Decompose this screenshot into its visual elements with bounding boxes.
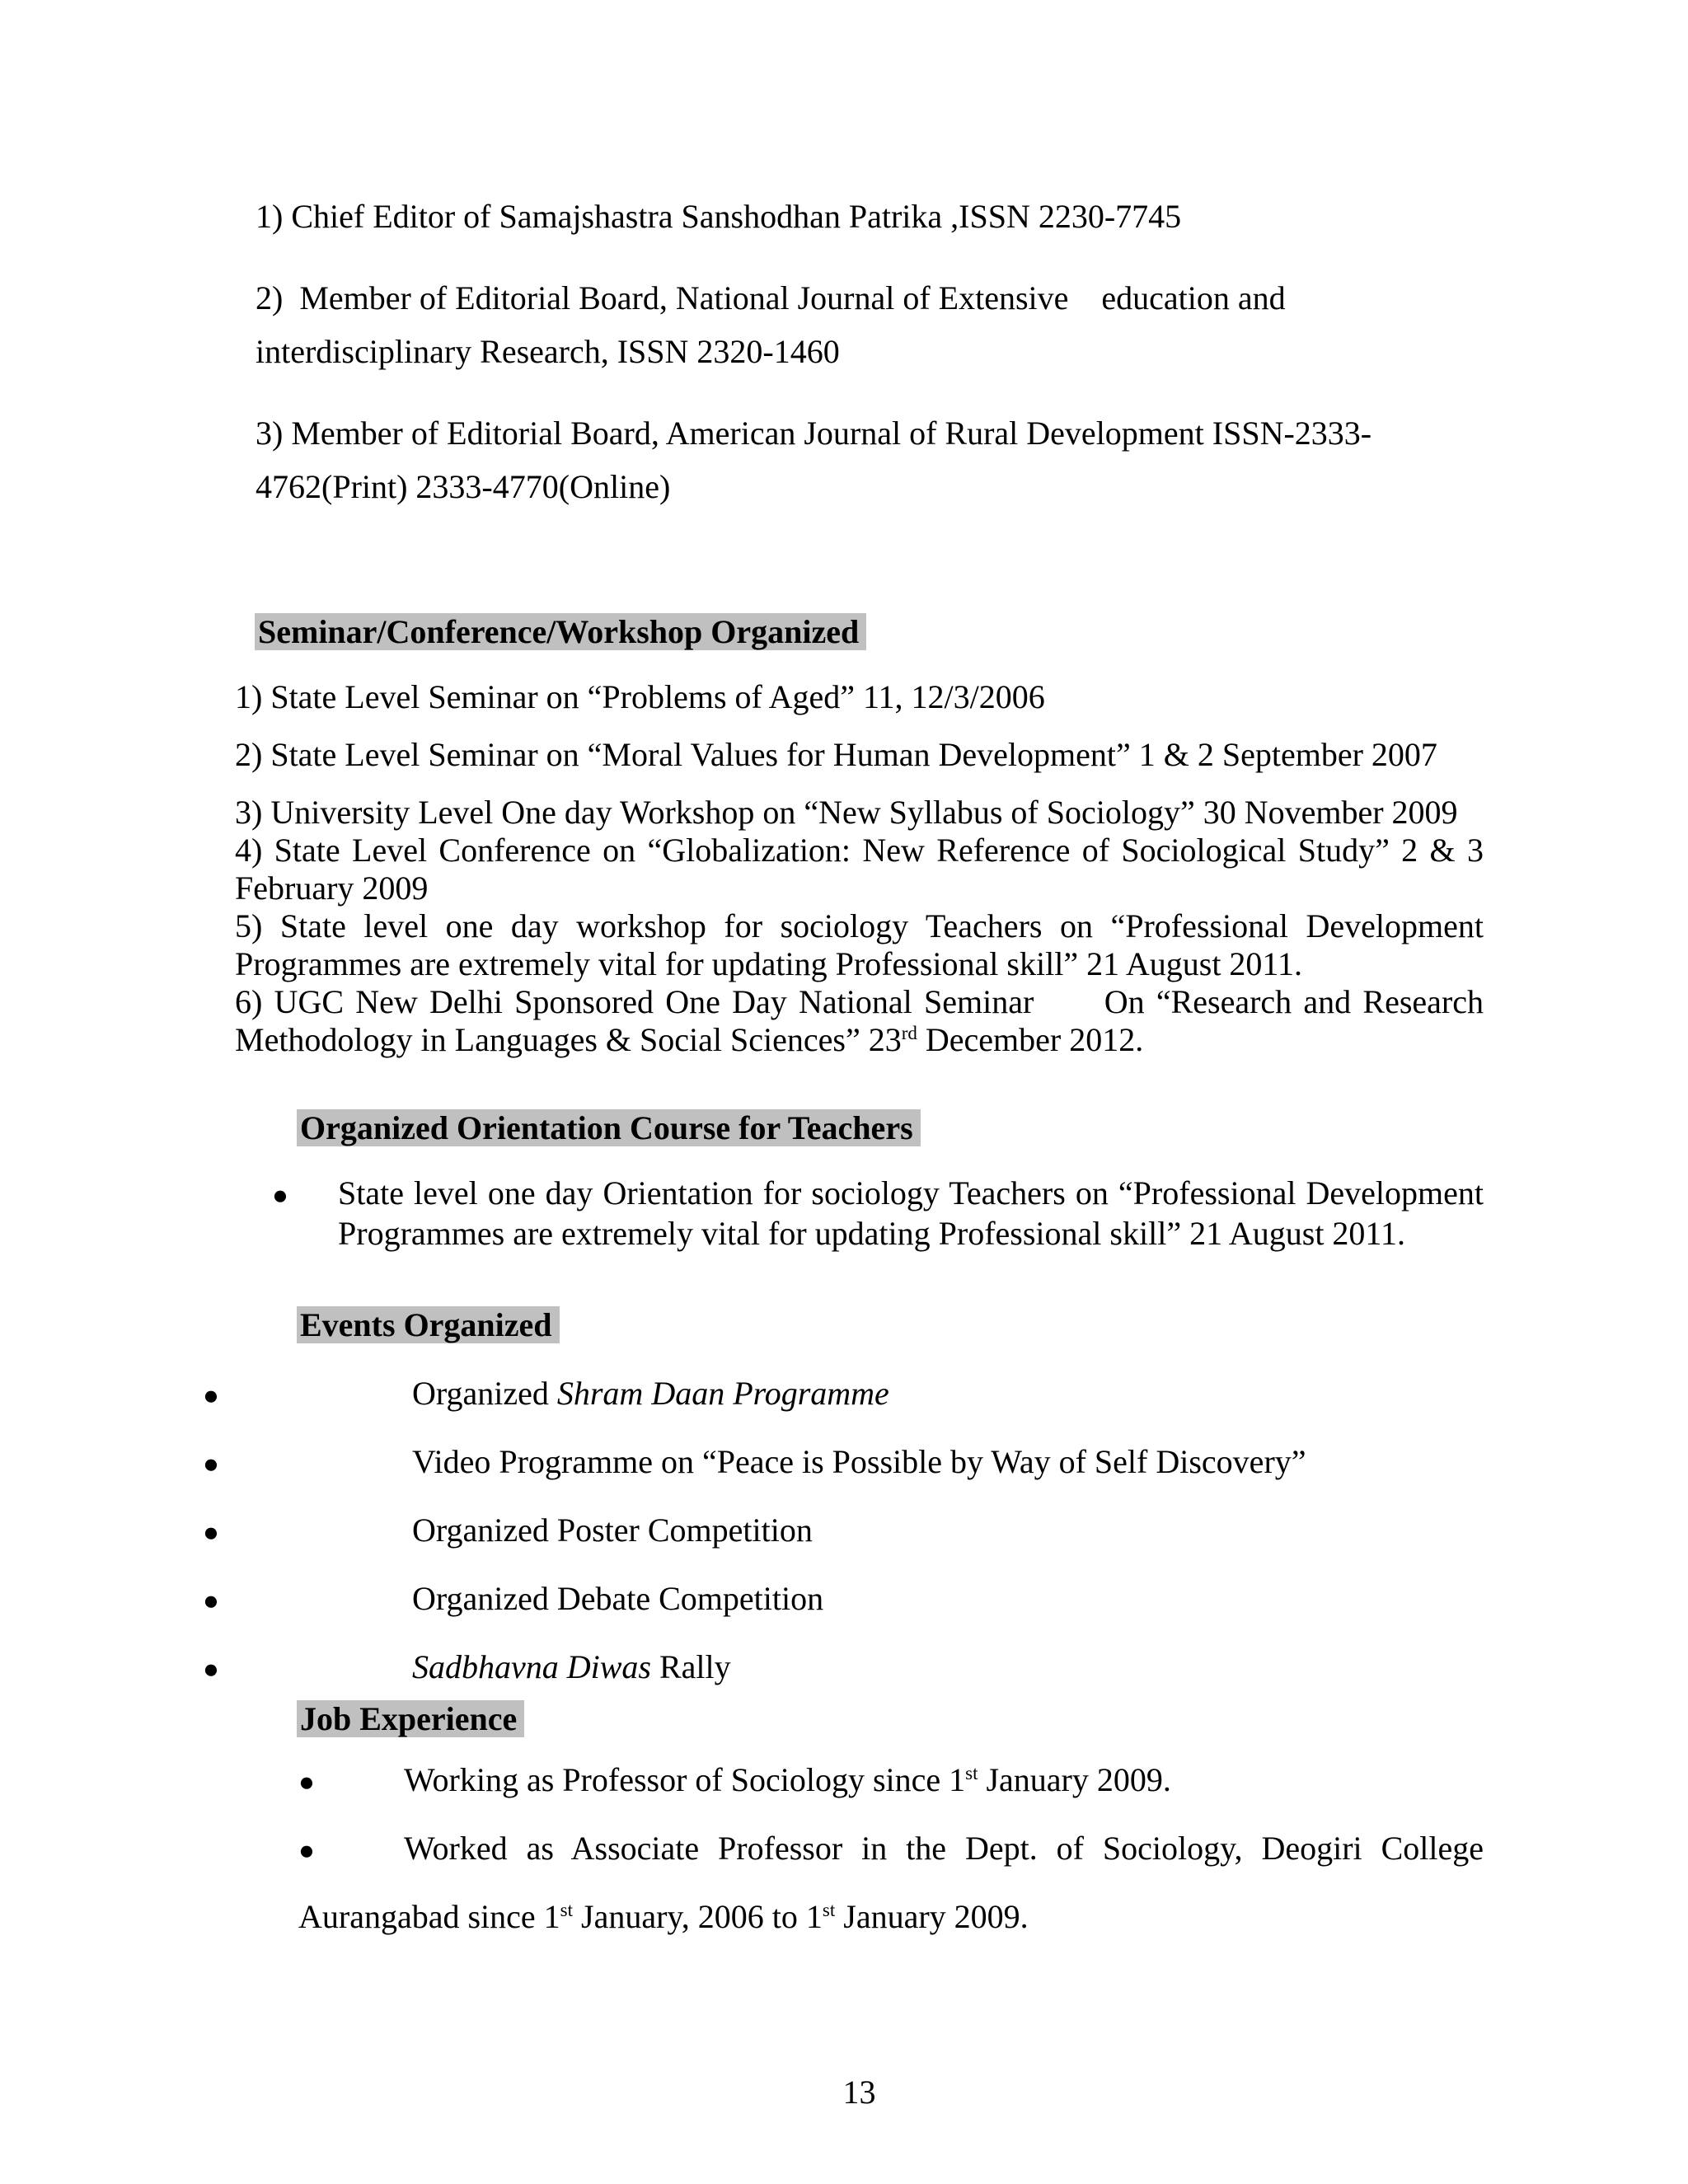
event-item-text: Organized Debate Competition <box>412 1580 824 1617</box>
heading-highlight: Events Organized <box>297 1306 560 1343</box>
section-heading-job-experience <box>297 1699 1484 1739</box>
paragraph-editorial-role-2: 2) Member of Editorial Board, National Journal of Extensive education and interdisciplinary Research, ISSN 2320-1460 <box>256 279 1286 370</box>
page-number: 13 <box>842 2074 876 2111</box>
heading-highlight: Organized Orientation Course for Teachers <box>297 1109 921 1146</box>
event-item-text: Sadbhavna Diwas Rally <box>412 1648 731 1685</box>
event-item-1 <box>203 1375 1484 1415</box>
seminar-item-3: 3) University Level One day Workshop on “New Syllabus of Sociology” 30 November 2009 <box>235 794 1458 831</box>
editorial-roles-block <box>256 190 1484 513</box>
bullet-icon: ● <box>272 1181 288 1211</box>
orientation-item <box>235 1174 1484 1253</box>
event-item-3 <box>203 1511 1484 1552</box>
seminar-item-6: 6) UGC New Delhi Sponsored One Day National Seminar On “Research and Research Methodology in Languages & Social Sciences” 23rd December 2012. <box>235 983 1484 1058</box>
section-heading-orientation-course <box>297 1108 1484 1148</box>
bullet-icon: ● <box>298 1836 315 1866</box>
heading-highlight: Seminar/Conference/Workshop Organized <box>255 613 866 650</box>
orientation-item-text: State level one day Orientation for sociology Teachers on “Professional Development Programmes are extremely vital for updating Professional skill” 21 August 2011. <box>338 1174 1484 1252</box>
event-item-text: Video Programme on “Peace is Possible by Way of Self Discovery” <box>412 1443 1306 1480</box>
seminar-list <box>235 678 1484 1059</box>
job-experience-list <box>298 1747 1484 1950</box>
seminar-item-1: 1) State Level Seminar on “Problems of Aged” 11, 12/3/2006 <box>235 678 1045 715</box>
bullet-icon: ● <box>203 1381 219 1411</box>
paragraph-editorial-role-1: 1) Chief Editor of Samajshastra Sanshodhan Patrika ,ISSN 2230-7745 <box>256 198 1182 235</box>
event-item-4 <box>203 1580 1484 1620</box>
event-item-5 <box>203 1648 1484 1689</box>
event-item-text: Organized Shram Daan Programme <box>412 1375 889 1412</box>
event-item-2 <box>203 1443 1484 1483</box>
bullet-icon: ● <box>203 1450 219 1479</box>
seminar-item-5: 5) State level one day workshop for sociology Teachers on “Professional Development Programmes are extremely vital for updating Professional skill” 21 August 2011. <box>235 907 1484 982</box>
orientation-list <box>235 1174 1484 1253</box>
seminar-item-2: 2) State Level Seminar on “Moral Values for Human Development” 1 & 2 September 2007 <box>235 736 1437 773</box>
job-item-text: Worked as Associate Professor in the Dept. of Sociology, Deogiri College Aurangabad since 1st January, 2006 to 1st January 2009. <box>298 1830 1484 1935</box>
bullet-icon: ● <box>298 1768 315 1797</box>
bullet-icon: ● <box>203 1586 219 1616</box>
heading-highlight: Job Experience <box>297 1700 524 1737</box>
job-item-1 <box>298 1747 1484 1816</box>
event-item-text: Organized Poster Competition <box>412 1511 813 1549</box>
events-list <box>203 1375 1484 1689</box>
bullet-icon: ● <box>203 1655 219 1685</box>
job-item-2 <box>298 1816 1484 1950</box>
seminar-item-4: 4) State Level Conference on “Globalization: New Reference of Sociological Study” 2 & 3 February 2009 <box>235 832 1484 907</box>
paragraph-editorial-role-3: 3) Member of Editorial Board, American Journal of Rural Development ISSN-2333-4762(Print) 2333-4770(Online) <box>256 415 1372 505</box>
section-heading-seminar-conference-workshop <box>255 612 1484 652</box>
bullet-icon: ● <box>203 1518 219 1548</box>
section-heading-events-organized <box>297 1305 1484 1345</box>
job-item-text: Working as Professor of Sociology since 1st January 2009. <box>404 1761 1171 1798</box>
